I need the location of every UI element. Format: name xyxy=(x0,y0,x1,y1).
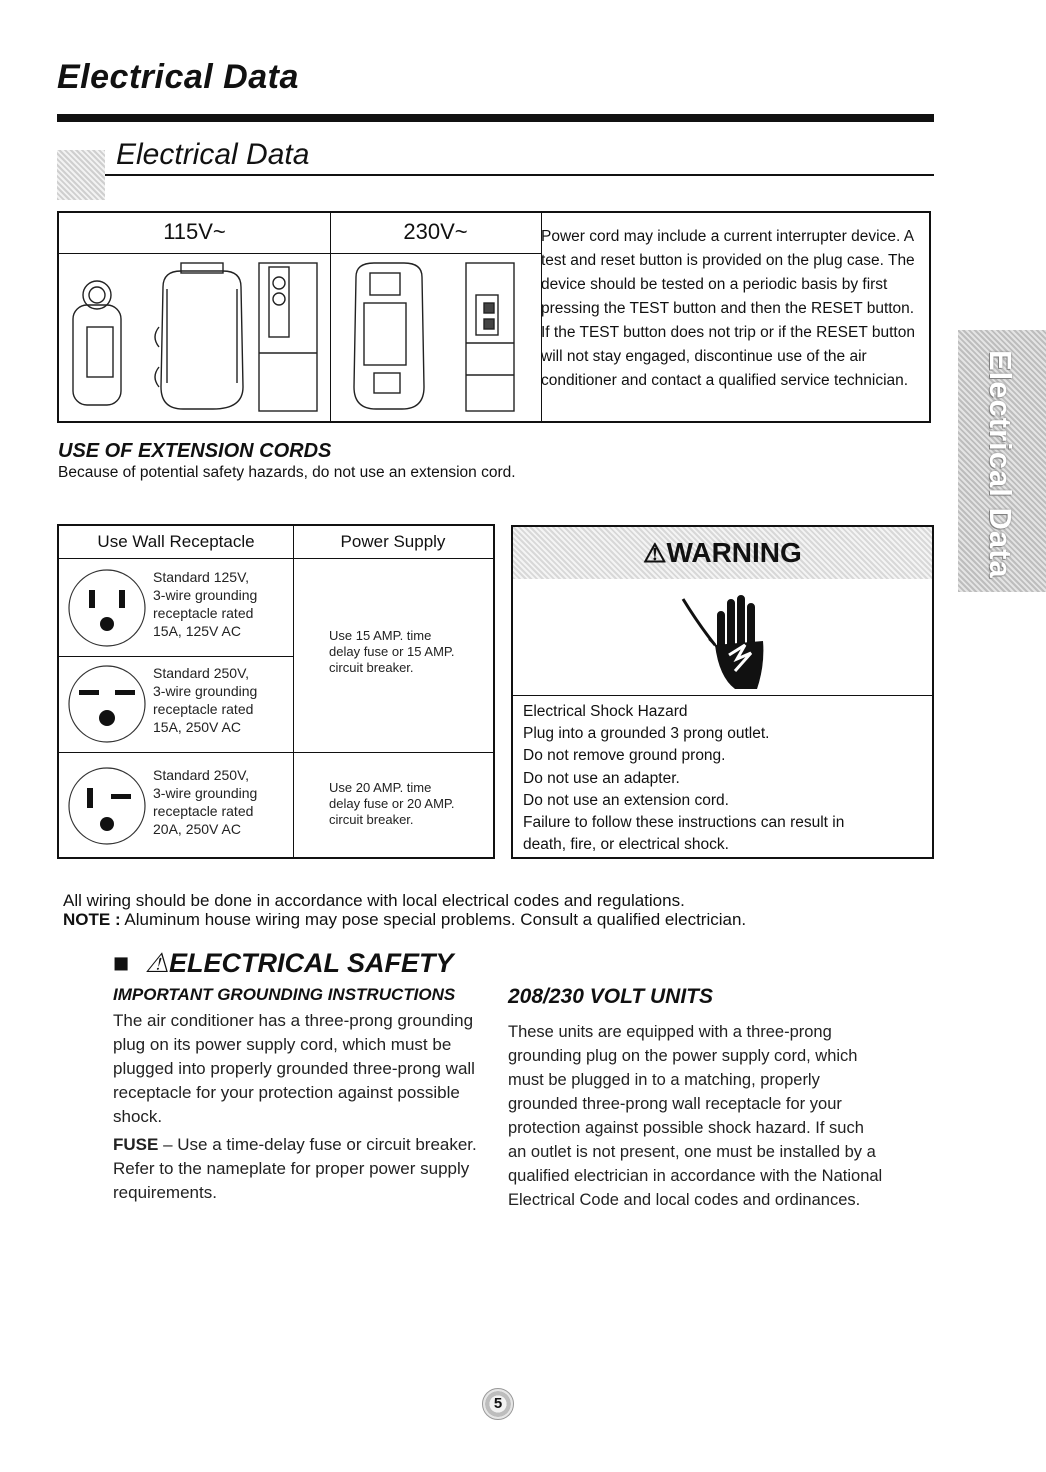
table-divider xyxy=(513,695,932,696)
receptacle-250v-15a-icon xyxy=(63,660,151,748)
receptacle-row-3: Standard 250V, 3-wire grounding receptacle rated 20A, 250V AC xyxy=(153,767,258,837)
warning-line-7: death, fire, or electrical shock. xyxy=(523,836,729,853)
grounding-text: The air conditioner has a three-prong grounding plug on its power supply cord, which must be plugged into properly grounded three-prong wall receptacle for your protection against possible shock. xyxy=(113,1011,475,1126)
note-label: NOTE : xyxy=(63,910,121,929)
extension-body: Because of potential safety hazards, do not use an extension cord. xyxy=(58,464,516,481)
receptacle-row-1: Standard 125V, 3-wire grounding receptacle rated 15A, 125V AC xyxy=(153,569,258,639)
warning-line-4: Do not use an adapter. xyxy=(523,770,680,787)
warning-banner xyxy=(513,527,932,579)
warning-line-3: Do not remove ground prong. xyxy=(523,747,726,764)
warning-banner-text: WARNING xyxy=(666,537,802,568)
page-number: 5 xyxy=(482,1388,514,1420)
warning-line-6: Failure to follow these instructions can result in xyxy=(523,814,845,831)
header-230v: 230V~ xyxy=(403,219,468,244)
warning-line-2: Plug into a grounded 3 prong outlet. xyxy=(523,725,770,742)
header-wall-receptacle: Use Wall Receptacle xyxy=(97,532,255,551)
power-cord-description: Power cord may include a current interrupter device. A test and reset button is provided on the plug case. The device should be tested on a periodic basis by first pressing the TEST button and then the RESET button. If the TEST button does not trip or if the RESET button will not stay engaged, discontinue use of the air conditioner and contact a qualified service technician. xyxy=(541,228,915,389)
warning-line-5: Do not use an extension cord. xyxy=(523,792,729,809)
caution-triangle-icon: ⚠ xyxy=(144,948,170,978)
aluminum-note xyxy=(63,910,746,930)
wiring-note: All wiring should be done in accordance with local electrical codes and regulations. xyxy=(63,891,685,910)
table-divider xyxy=(59,656,293,657)
warning-line-1: Electrical Shock Hazard xyxy=(523,703,688,720)
page-title: Electrical Data xyxy=(57,58,299,96)
volt-units-text: These units are equipped with a three-prong grounding plug on the power supply cord, which must be plugged in to a matching, properly grounded three-prong wall receptacle for your protection against possible shock hazard. If such an outlet is not present, one must be installed by a qualified electrician in accordance with the National Electrical Code and local codes and ordinances. xyxy=(508,1023,883,1209)
receptacle-table xyxy=(57,524,495,859)
grounding-subheading: IMPORTANT GROUNDING INSTRUCTIONS xyxy=(113,985,456,1004)
side-tab xyxy=(958,330,1046,592)
fuse-label: FUSE xyxy=(113,1135,159,1154)
power-supply-20a: Use 20 AMP. time delay fuse or 20 AMP. circuit breaker. xyxy=(329,780,455,827)
note-text: Aluminum house wiring may pose special problems. Consult a qualified electrician. xyxy=(120,910,747,929)
warning-triangle-icon: ⚠ xyxy=(643,538,667,568)
shock-hazard-icon xyxy=(679,585,771,695)
section-title: Electrical Data xyxy=(116,138,310,171)
bullet-square-icon: ■ xyxy=(113,948,130,978)
table-divider xyxy=(59,752,493,753)
table-divider xyxy=(59,253,541,254)
section-rule xyxy=(105,174,934,176)
title-rule xyxy=(57,114,934,122)
warning-box xyxy=(511,525,934,859)
power-cord-table xyxy=(57,211,931,423)
header-power-supply: Power Supply xyxy=(340,532,446,551)
plug-230v-icon xyxy=(334,257,538,417)
table-divider xyxy=(293,526,294,857)
header-115v: 115V~ xyxy=(163,219,226,244)
safety-heading-text: ELECTRICAL SAFETY xyxy=(169,948,454,978)
receptacle-row-2: Standard 250V, 3-wire grounding receptacle rated 15A, 250V AC xyxy=(153,665,258,735)
power-supply-15a: Use 15 AMP. time delay fuse or 15 AMP. circuit breaker. xyxy=(329,628,455,675)
safety-heading xyxy=(113,948,454,979)
receptacle-125v-icon xyxy=(63,564,151,652)
table-divider xyxy=(59,558,493,559)
volt-units-subheading: 208/230 VOLT UNITS xyxy=(508,985,714,1008)
plug-115v-icon xyxy=(63,257,327,417)
receptacle-250v-20a-icon xyxy=(63,762,151,850)
fuse-text: FUSE – Use a time-delay fuse or circuit breaker. Refer to the nameplate for proper power supply requirements. xyxy=(113,1135,477,1202)
extension-heading: USE OF EXTENSION CORDS xyxy=(58,440,332,462)
side-tab-label: Electrical Data xyxy=(983,350,1018,579)
section-marker-icon xyxy=(57,150,105,200)
